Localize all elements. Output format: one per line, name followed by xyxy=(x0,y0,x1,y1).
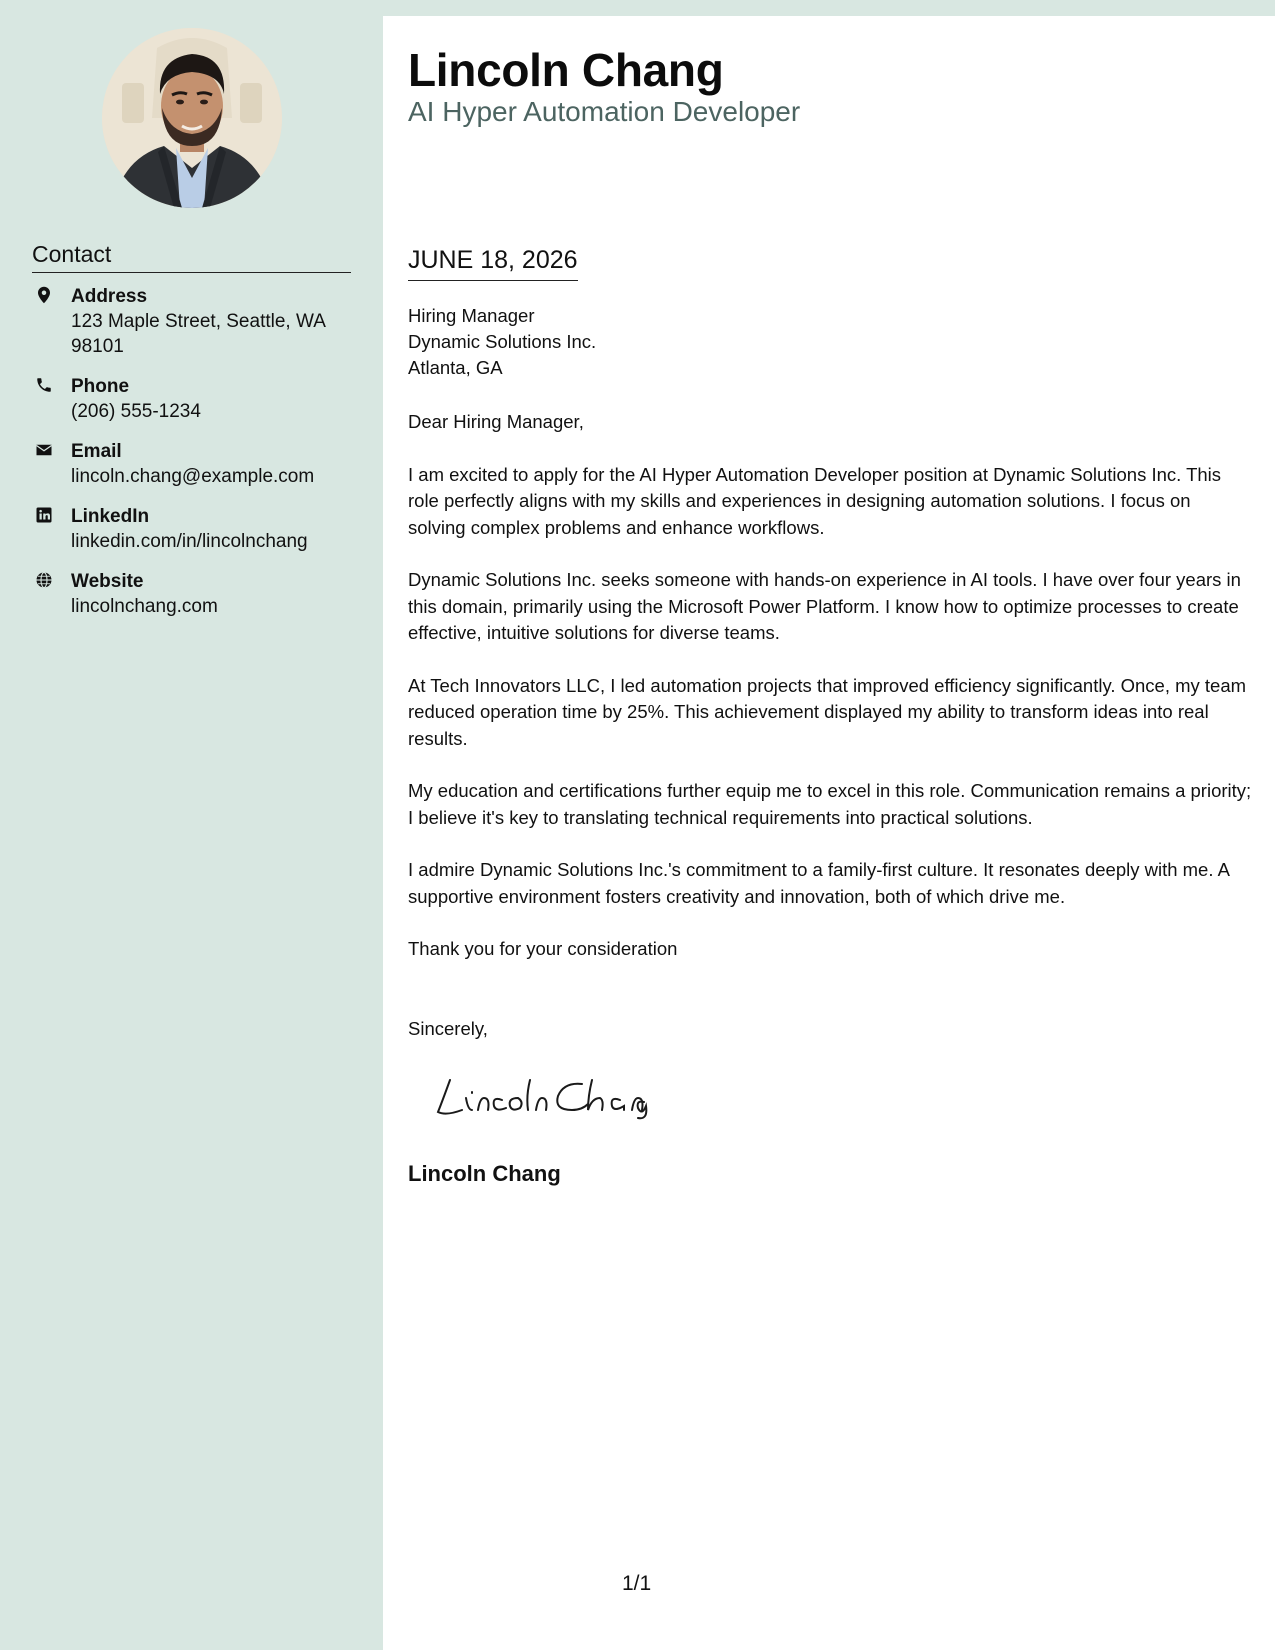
contact-heading: Contact xyxy=(32,240,351,273)
address-value: 123 Maple Street, Seattle, WA 98101 xyxy=(71,311,325,357)
website-value[interactable]: lincolnchang.com xyxy=(71,596,218,617)
letter-body xyxy=(408,409,1253,989)
contact-item-address xyxy=(32,284,362,359)
envelope-icon xyxy=(35,441,53,459)
contact-label: Phone xyxy=(71,376,130,397)
applicant-name: Lincoln Chang xyxy=(408,44,724,96)
contact-label: Address xyxy=(71,286,148,307)
job-title: AI Hyper Automation Developer xyxy=(408,96,801,127)
contact-label: LinkedIn xyxy=(71,506,150,527)
contact-label: Email xyxy=(71,441,122,462)
phone-value: (206) 555-1234 xyxy=(71,401,201,422)
contact-label: Website xyxy=(71,571,144,592)
email-value[interactable]: lincoln.chang@example.com xyxy=(71,466,315,487)
body-paragraph: Thank you for your consideration xyxy=(408,938,678,959)
salutation: Dear Hiring Manager, xyxy=(408,411,584,432)
contact-item-website xyxy=(32,569,362,619)
linkedin-icon xyxy=(35,506,53,524)
contact-list xyxy=(32,284,362,634)
recipient-line: Dynamic Solutions Inc. xyxy=(408,331,597,352)
sidebar xyxy=(0,0,383,1650)
linkedin-value[interactable]: linkedin.com/in/lincolnchang xyxy=(71,531,308,552)
profile-photo xyxy=(102,28,282,208)
signer-name: Lincoln Chang xyxy=(408,1161,561,1186)
body-paragraph: I am excited to apply for the AI Hyper Automation Developer position at Dynamic Solutions Inc. This role perfectly aligns with my skills and experiences in designing automation solutions. I focus on solving complex problems and enhance workflows. xyxy=(408,463,1222,538)
closing: Sincerely, xyxy=(408,1018,488,1039)
contact-item-phone xyxy=(32,374,362,424)
body-paragraph: Dynamic Solutions Inc. seeks someone with hands-on experience in AI tools. I have over four years in this domain, primarily using the Microsoft Power Platform. I know how to optimize processes to create effective, intuitive solutions for diverse teams. xyxy=(408,569,1241,643)
handwritten-signature xyxy=(432,1072,652,1120)
body-paragraph: At Tech Innovators LLC, I led automation projects that improved efficiency significantly. Once, my team reduced operation time by 25%. This achievement displayed my ability to transform ideas into real results. xyxy=(408,674,1247,749)
contact-item-linkedin xyxy=(32,504,362,554)
body-paragraph: My education and certifications further equip me to excel in this role. Communication remains a priority; I believe it's key to translating technical requirements into practical solutions. xyxy=(408,780,1252,828)
phone-icon xyxy=(35,376,53,394)
letter-date: JUNE 18, 2026 xyxy=(408,244,578,281)
map-pin-icon xyxy=(35,286,53,304)
recipient-block xyxy=(408,303,596,381)
recipient-line: Hiring Manager xyxy=(408,305,535,326)
contact-item-email xyxy=(32,439,362,489)
body-paragraph: I admire Dynamic Solutions Inc.'s commitment to a family-first culture. It resonates deeply with me. A supportive environment fosters creativity and innovation, both of which drive me. xyxy=(408,859,1229,907)
page-number: 1/1 xyxy=(622,1572,652,1595)
globe-icon xyxy=(35,571,53,589)
recipient-line: Atlanta, GA xyxy=(408,357,503,378)
